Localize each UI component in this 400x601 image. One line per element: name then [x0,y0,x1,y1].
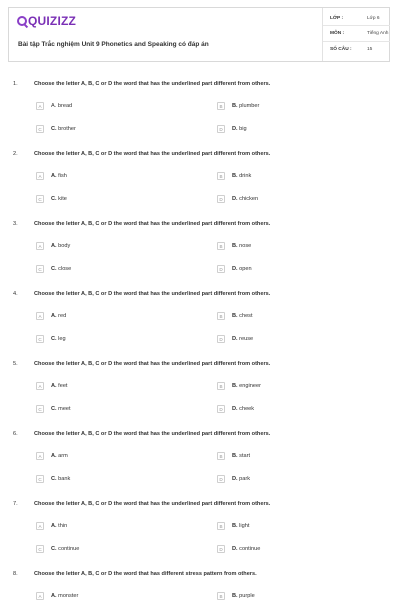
question-3 [0,221,400,291]
option-label: A. feet [51,383,68,389]
option-label: D. cheek [232,406,255,412]
logo-text: QUIZIZZ [28,14,77,28]
option-label: B. plumber [232,103,260,109]
option-letter-box: C [36,405,44,413]
option-label: A. body [51,243,71,249]
option-letter-box: C [36,125,44,133]
meta-divider [323,41,390,42]
meta-count [330,47,373,52]
option-letter-box: B [217,452,225,460]
option-letter-box: A [36,522,44,530]
question-1 [0,81,400,151]
question-number: 5. [13,361,18,367]
question-text: Choose the letter A, B, C or D the word that has the underlined part different from others. [34,221,271,227]
option-label: D. big [232,126,247,132]
option-letter-box: A [36,312,44,320]
question-5 [0,361,400,431]
option-letter-box: C [36,335,44,343]
option-letter-box: D [217,125,225,133]
option-label: C. leg [51,336,66,342]
question-8 [0,571,400,600]
question-text: Choose the letter A, B, C or D the word that has the underlined part different from others. [34,501,271,507]
meta-grade-value: Lớp 6 [367,16,380,21]
option-letter-box: A [36,102,44,110]
question-2 [0,151,400,221]
option-letter-box: D [217,195,225,203]
option-label: A. arm [51,453,68,459]
option-label: D. open [232,266,252,272]
option-letter-box: C [36,265,44,273]
option-letter-box: D [217,545,225,553]
question-text: Choose the letter A, B, C or D the word that has the underlined part different from others. [34,361,271,367]
option-label: A. bread [51,103,73,109]
option-label: B. light [232,523,250,529]
question-number: 8. [13,571,18,577]
option-label: B. start [232,453,251,459]
option-label: B. purple [232,593,255,599]
meta-subject-label: MÔN : [330,31,345,36]
option-label: B. chest [232,313,253,319]
option-label: C. continue [51,546,80,552]
option-letter-box: B [217,242,225,250]
option-letter-box: A [36,452,44,460]
meta-grade [330,16,380,21]
option-letter-box: C [36,545,44,553]
question-text: Choose the letter A, B, C or D the word that has the underlined part different from others. [34,431,271,437]
option-label: D. continue [232,546,261,552]
meta-count-label: SỐ CÂU : [330,47,352,52]
question-number: 4. [13,291,18,297]
option-label: C. kite [51,196,67,202]
question-number: 3. [13,221,18,227]
option-label: C. meet [51,406,71,412]
meta-subject [330,31,389,36]
option-letter-box: A [36,242,44,250]
option-label: B. engineer [232,383,261,389]
option-letter-box: B [217,522,225,530]
question-number: 1. [13,81,18,87]
option-letter-box: A [36,592,44,600]
option-label: B. nose [232,243,252,249]
option-label: A. thin [51,523,68,529]
question-6 [0,431,400,501]
meta-count-value: 15 [367,47,373,52]
option-letter-box: B [217,382,225,390]
question-number: 6. [13,431,18,437]
question-7 [0,501,400,571]
option-letter-box: B [217,172,225,180]
option-label: C. bank [51,476,71,482]
meta-panel [322,8,390,61]
option-label: C. brother [51,126,76,132]
option-label: D. park [232,476,251,482]
question-text: Choose the letter A, B, C or D the word that has the underlined part different from others. [34,291,271,297]
question-4 [0,291,400,361]
option-letter-box: C [36,195,44,203]
worksheet-header [8,7,390,62]
meta-grade-label: LỚP : [330,16,344,21]
option-letter-box: D [217,405,225,413]
option-letter-box: B [217,592,225,600]
logo-q-icon [17,16,27,26]
question-number: 2. [13,151,18,157]
option-label: C. close [51,266,72,272]
option-label: D. reuse [232,336,254,342]
option-letter-box: B [217,102,225,110]
option-label: A. monster [51,593,79,599]
option-label: A. red [51,313,67,319]
option-label: A. fish [51,173,67,179]
option-label: B. drink [232,173,252,179]
option-letter-box: B [217,312,225,320]
meta-divider [323,25,390,26]
option-letter-box: D [217,475,225,483]
option-letter-box: D [217,265,225,273]
option-letter-box: C [36,475,44,483]
option-letter-box: A [36,382,44,390]
question-text: Choose the letter A, B, C or D the word that has the underlined part different from others. [34,81,271,87]
quizizz-logo [17,14,76,28]
option-letter-box: A [36,172,44,180]
question-number: 7. [13,501,18,507]
document-title: Bài tập Trắc nghiệm Unit 9 Phonetics and Speaking có đáp án [18,41,209,48]
option-label: D. chicken [232,196,259,202]
meta-subject-value: Tiếng Anh [367,31,389,36]
option-letter-box: D [217,335,225,343]
question-text: Choose the letter A, B, C or D the word that has the underlined part different from others. [34,151,271,157]
question-text: Choose the letter A, B, C or D the word that has different stress pattern from others. [34,571,257,577]
